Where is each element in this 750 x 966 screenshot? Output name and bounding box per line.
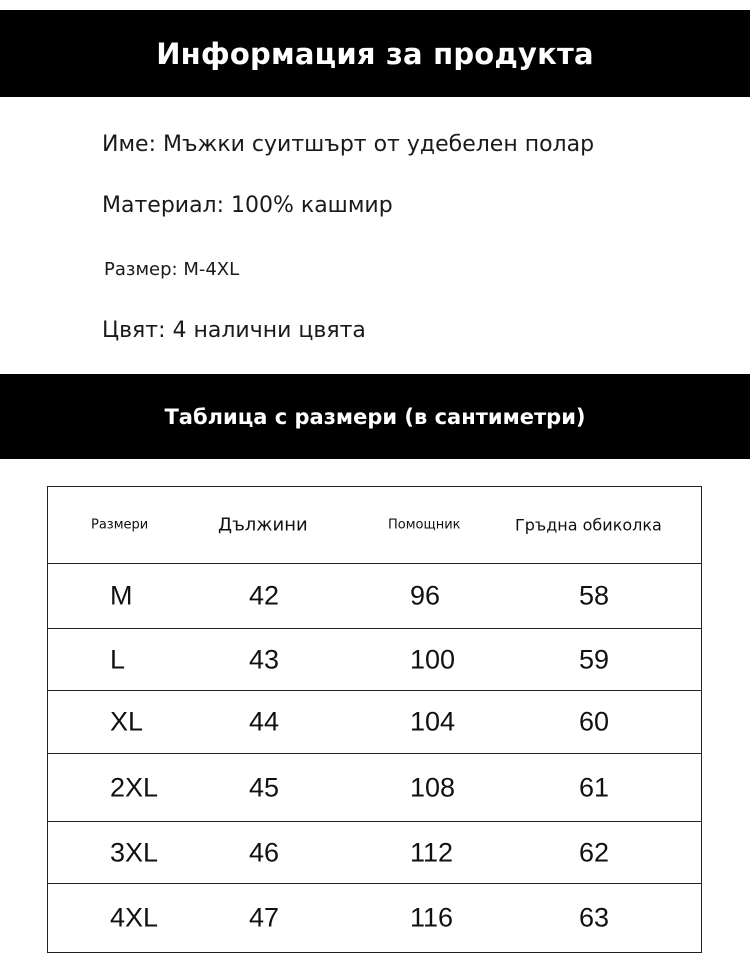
cell-helper: 116 (410, 902, 454, 932)
cell-chest: 63 (579, 902, 610, 932)
table-row (48, 564, 701, 629)
product-name: Име: Мъжки суитшърт от удебелен полар (102, 132, 595, 157)
cell-length: 47 (249, 902, 280, 932)
header-helper: Помощник (388, 517, 461, 533)
cell-chest: 60 (579, 706, 610, 737)
product-info-title: Информация за продукта (156, 36, 594, 71)
header-chest: Гръдна обиколка (515, 515, 662, 535)
cell-helper: 96 (410, 580, 441, 611)
cell-helper: 104 (410, 706, 456, 737)
cell-helper: 112 (410, 837, 454, 867)
cell-size: 4XL (110, 902, 159, 932)
cell-chest: 58 (579, 580, 610, 611)
header-length: Дължини (218, 514, 308, 536)
product-color: Цвят: 4 налични цвята (102, 318, 366, 343)
cell-length: 45 (249, 772, 280, 802)
cell-size: L (110, 644, 126, 674)
cell-length: 43 (249, 644, 280, 674)
cell-chest: 59 (579, 644, 610, 674)
cell-length: 44 (249, 706, 280, 737)
table-row (48, 629, 701, 691)
cell-chest: 61 (579, 772, 610, 802)
cell-length: 46 (249, 837, 280, 867)
size-table (47, 486, 702, 953)
table-header-row (48, 487, 701, 564)
cell-chest: 62 (579, 837, 610, 867)
table-row (48, 884, 701, 951)
product-size: Размер: M-4XL (104, 259, 240, 280)
size-chart-banner (0, 374, 750, 459)
product-info-banner (0, 10, 750, 97)
table-row (48, 754, 701, 822)
cell-size: 3XL (110, 837, 159, 867)
table-row (48, 691, 701, 754)
cell-size: XL (110, 706, 144, 737)
header-size: Размери (91, 517, 149, 533)
cell-size: M (110, 580, 133, 611)
table-row (48, 822, 701, 884)
cell-size: 2XL (110, 772, 159, 802)
cell-helper: 108 (410, 772, 456, 802)
cell-length: 42 (249, 580, 280, 611)
product-material: Материал: 100% кашмир (102, 193, 393, 218)
size-chart-title: Таблица с размери (в сантиметри) (164, 404, 586, 429)
cell-helper: 100 (410, 644, 456, 674)
